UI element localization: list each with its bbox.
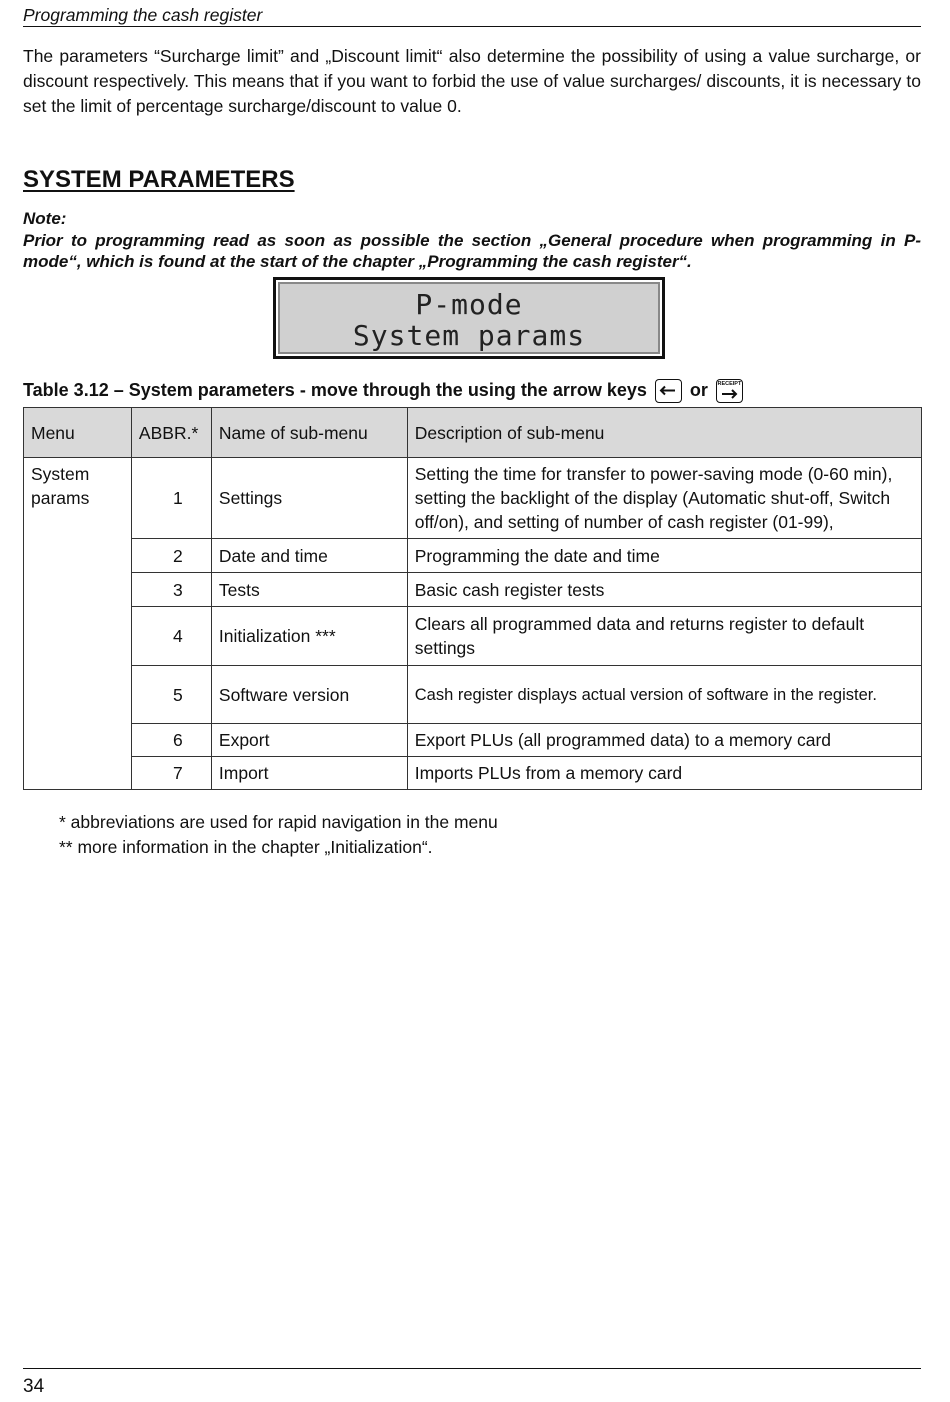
- submenu-name-cell: Software version: [211, 666, 407, 724]
- submenu-name-cell: Export: [211, 724, 407, 757]
- submenu-name-cell: Import: [211, 757, 407, 790]
- submenu-name-cell: Date and time: [211, 539, 407, 573]
- menu-cell: System params: [24, 458, 132, 790]
- section-title: SYSTEM PARAMETERS: [23, 166, 295, 193]
- submenu-description-cell: Basic cash register tests: [407, 573, 921, 607]
- running-header: Programming the cash register: [23, 4, 921, 27]
- submenu-description-cell: Programming the date and time: [407, 539, 921, 573]
- table-row: [24, 666, 922, 724]
- table-row: [24, 573, 922, 607]
- page-number: 34: [23, 1376, 45, 1397]
- abbr-cell: 7: [131, 757, 211, 790]
- submenu-name-cell: Settings: [211, 458, 407, 539]
- lcd-line-1: P-mode: [415, 288, 523, 321]
- submenu-description-cell: Export PLUs (all programmed data) to a memory card: [407, 724, 921, 757]
- header-menu: Menu: [24, 408, 132, 458]
- lcd-line-2: System params: [352, 319, 586, 352]
- header-name: Name of sub-menu: [211, 408, 407, 458]
- table-row: [24, 757, 922, 790]
- submenu-description-cell: Setting the time for transfer to power-saving mode (0-60 min), setting the backlight of the display (Automatic shut-off, Switch off/on), and setting of number of cash register (01-99),: [407, 458, 921, 539]
- table-header-row: [24, 408, 922, 458]
- submenu-description-cell: Imports PLUs from a memory card: [407, 757, 921, 790]
- header-description: Description of sub-menu: [407, 408, 921, 458]
- table-row: [24, 607, 922, 666]
- table-caption-text: Table 3.12 – System parameters - move through the using the arrow keys: [23, 380, 647, 400]
- footer-rule: [23, 1368, 921, 1369]
- left-arrow-key-icon: [655, 379, 682, 403]
- intro-paragraph: The parameters “Surcharge limit” and „Discount limit“ also determine the possibility of using a value surcharge, or discount respectively. This means that if you want to forbid the use of value surcharges/ discounts, it is necessary to set the limit of percentage surcharge/discount to value 0.: [23, 46, 921, 116]
- submenu-name-cell: Tests: [211, 573, 407, 607]
- abbr-cell: 3: [131, 573, 211, 607]
- table-row: [24, 458, 922, 539]
- submenu-name-cell: Initialization ***: [211, 607, 407, 666]
- system-parameters-table: [23, 407, 922, 790]
- footnote: ** more information in the chapter „Initialization“.: [59, 837, 433, 857]
- header-abbr: ABBR.*: [131, 408, 211, 458]
- table-row: [24, 724, 922, 757]
- caption-or: or: [689, 380, 708, 400]
- footnote: * abbreviations are used for rapid navigation in the menu: [59, 812, 498, 832]
- table-caption: [23, 377, 921, 403]
- submenu-description-cell: Cash register displays actual version of software in the register.: [407, 666, 921, 724]
- abbr-cell: 5: [131, 666, 211, 724]
- note-text: Prior to programming read as soon as possible the section „General procedure when programming in P-mode“, which is found at the start of the chapter „Programming the cash register“.: [23, 231, 921, 271]
- receipt-right-arrow-key-icon: [716, 379, 743, 403]
- note-label: Note:: [23, 209, 67, 228]
- lcd-display: [273, 277, 665, 359]
- submenu-description-cell: Clears all programmed data and returns register to default settings: [407, 607, 921, 666]
- abbr-cell: 4: [131, 607, 211, 666]
- abbr-cell: 6: [131, 724, 211, 757]
- table-row: [24, 539, 922, 573]
- abbr-cell: 1: [131, 458, 211, 539]
- footnotes: [59, 810, 498, 860]
- receipt-key-label: RECEIPT: [717, 381, 742, 388]
- abbr-cell: 2: [131, 539, 211, 573]
